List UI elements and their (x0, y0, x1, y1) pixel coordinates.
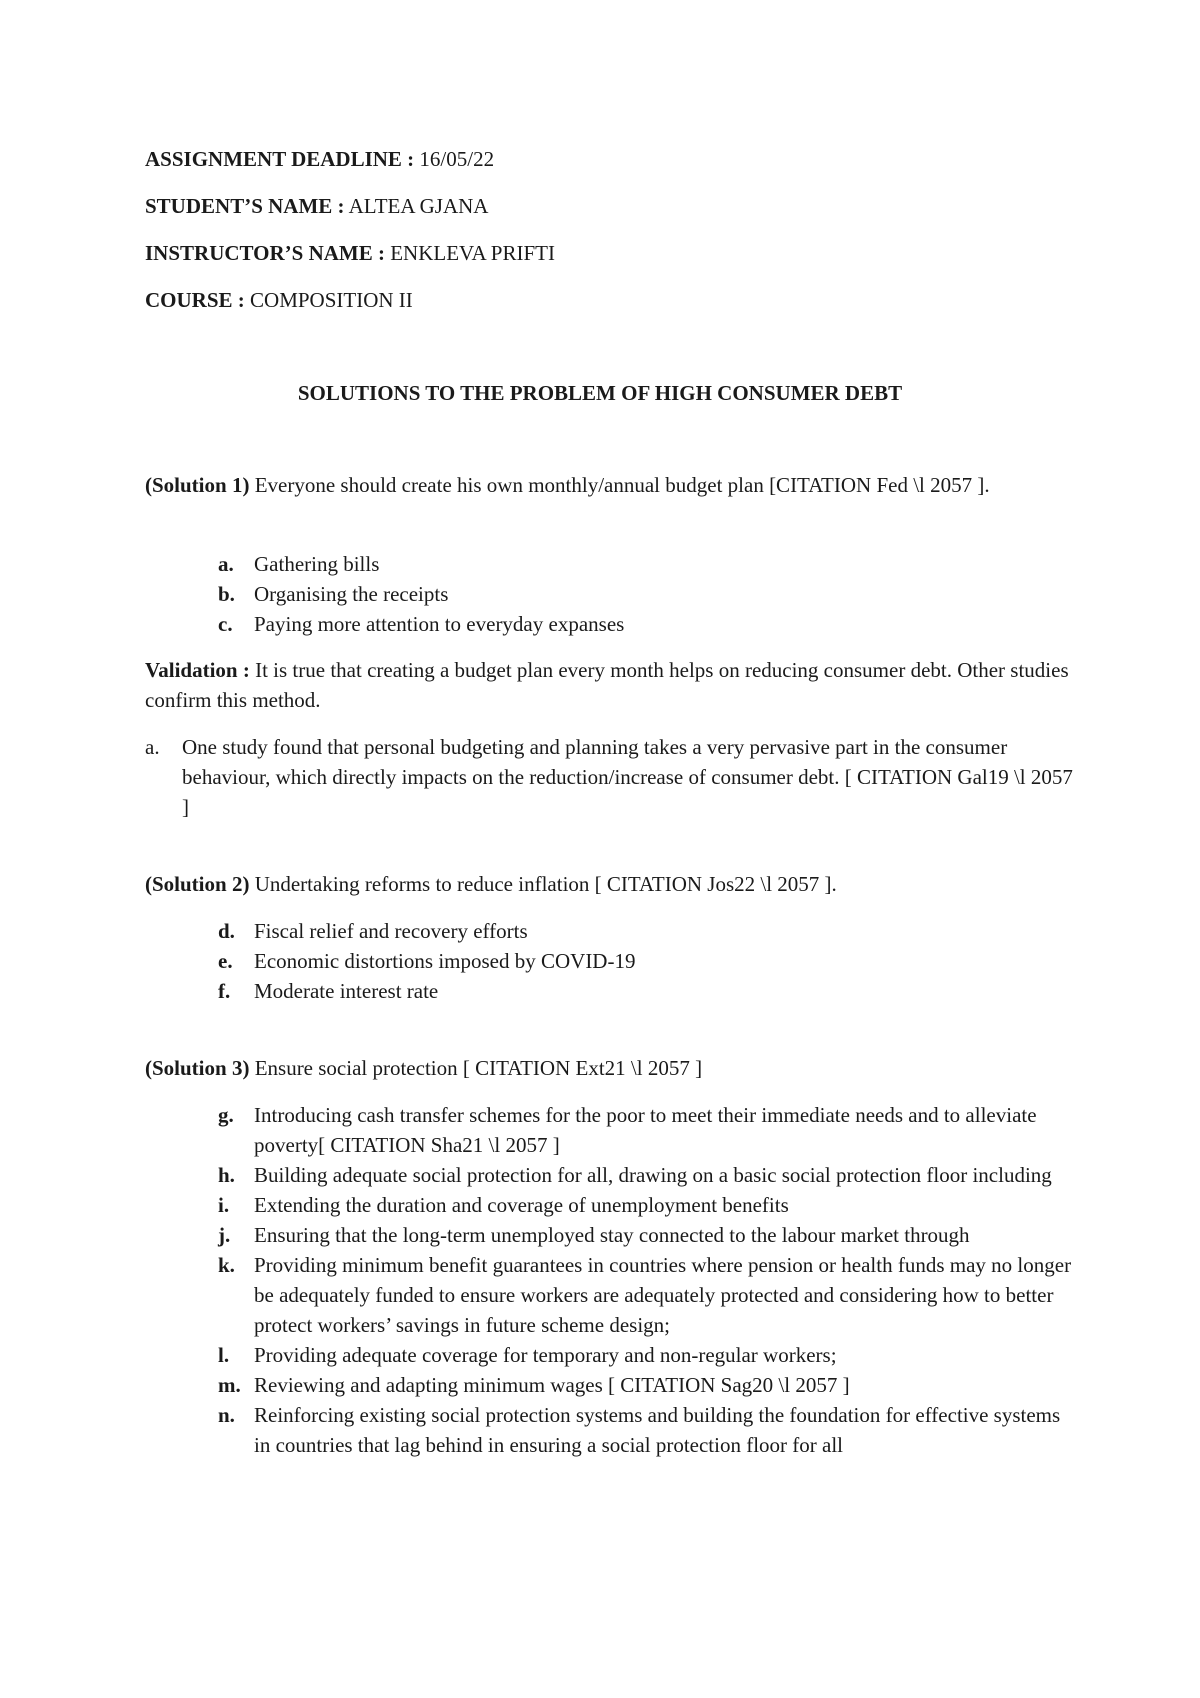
list-item-text: One study found that personal budgeting and planning takes a very pervasive part in the consumer behaviour, which directly impacts on the reduction/increase of consumer debt. [ CITATION Gal19 \l 2057 ] (182, 735, 1073, 819)
list-item-text: Gathering bills (254, 552, 380, 576)
list-item (218, 1400, 1078, 1460)
list-marker: a. (218, 552, 234, 576)
list-item-text: Economic distortions imposed by COVID-19 (254, 949, 636, 973)
list-marker: d. (218, 919, 235, 943)
solution-3-label: (Solution 3) (145, 1056, 250, 1080)
list-marker: c. (218, 612, 233, 636)
student-line (145, 191, 1075, 221)
list-item (218, 1100, 1078, 1160)
list-marker: f. (218, 979, 231, 1003)
list-marker: i. (218, 1193, 230, 1217)
list-item (218, 609, 1078, 639)
list-item-text: Moderate interest rate (254, 979, 439, 1003)
instructor-label: INSTRUCTOR’S NAME : (145, 241, 385, 265)
solution-1-text: Everyone should create his own monthly/annual budget plan [CITATION Fed \l 2057 ]. (254, 473, 990, 497)
solution-2-paragraph (145, 869, 1075, 899)
list-marker: k. (218, 1253, 235, 1277)
list-marker: g. (218, 1103, 234, 1127)
validation-label: Validation : (145, 658, 250, 682)
solution-3-paragraph (145, 1053, 1075, 1083)
solution-1-paragraph (145, 470, 1075, 500)
deadline-line (145, 144, 1075, 174)
deadline-value: 16/05/22 (419, 147, 495, 171)
validation-paragraph (145, 655, 1075, 715)
list-item-text: Reinforcing existing social protection systems and building the foundation for effective systems in countries that lag behind in ensuring a social protection floor for all (254, 1403, 1061, 1457)
list-item-text: Providing minimum benefit guarantees in countries where pension or health funds may no longer be adequately funded to ensure workers are adequately protected and considering how to better protect workers’ savings in future scheme design; (254, 1253, 1072, 1337)
list-item (218, 1220, 1078, 1250)
list-item (145, 732, 1075, 822)
list-item (218, 1250, 1078, 1340)
solution-3-list (218, 1100, 1078, 1460)
solution-2-label: (Solution 2) (145, 872, 250, 896)
list-marker: e. (218, 949, 233, 973)
list-marker: l. (218, 1343, 230, 1367)
list-item (218, 1160, 1078, 1190)
list-item-text: Ensuring that the long-term unemployed stay connected to the labour market through (254, 1223, 970, 1247)
instructor-value: ENKLEVA PRIFTI (390, 241, 555, 265)
list-item (218, 1370, 1078, 1400)
course-line (145, 285, 1075, 315)
list-marker: a. (145, 735, 160, 759)
solution-3-text: Ensure social protection [ CITATION Ext21 \l 2057 ] (254, 1056, 703, 1080)
validation-list (145, 732, 1075, 822)
list-marker: h. (218, 1163, 235, 1187)
list-item-text: Reviewing and adapting minimum wages [ CITATION Sag20 \l 2057 ] (254, 1373, 850, 1397)
list-marker: j. (218, 1223, 231, 1247)
list-item (218, 1190, 1078, 1220)
list-marker: b. (218, 582, 235, 606)
list-marker: m. (218, 1373, 241, 1397)
list-item-text: Paying more attention to everyday expanses (254, 612, 625, 636)
solution-2-list (218, 916, 1078, 1006)
course-label: COURSE : (145, 288, 245, 312)
solution-1-list (218, 549, 1078, 639)
list-item-text: Fiscal relief and recovery efforts (254, 919, 528, 943)
student-value: ALTEA GJANA (348, 194, 489, 218)
list-marker: n. (218, 1403, 235, 1427)
validation-text: It is true that creating a budget plan every month helps on reducing consumer debt. Other studies confirm this method. (145, 658, 1069, 712)
course-value: COMPOSITION II (250, 288, 413, 312)
list-item (218, 579, 1078, 609)
list-item-text: Extending the duration and coverage of unemployment benefits (254, 1193, 789, 1217)
list-item (218, 946, 1078, 976)
list-item (218, 549, 1078, 579)
list-item-text: Introducing cash transfer schemes for the poor to meet their immediate needs and to alleviate poverty[ CITATION Sha21 \l 2057 ] (254, 1103, 1037, 1157)
list-item-text: Building adequate social protection for all, drawing on a basic social protection floor including (254, 1163, 1052, 1187)
deadline-label: ASSIGNMENT DEADLINE : (145, 147, 415, 171)
list-item-text: Organising the receipts (254, 582, 449, 606)
solution-1-label: (Solution 1) (145, 473, 250, 497)
document-title: SOLUTIONS TO THE PROBLEM OF HIGH CONSUMER DEBT (297, 381, 903, 405)
list-item (218, 976, 1078, 1006)
list-item (218, 1340, 1078, 1370)
solution-2-text: Undertaking reforms to reduce inflation [ CITATION Jos22 \l 2057 ]. (254, 872, 837, 896)
list-item-text: Providing adequate coverage for temporary and non-regular workers; (254, 1343, 837, 1367)
list-item (218, 916, 1078, 946)
student-label: STUDENT’S NAME : (145, 194, 345, 218)
instructor-line (145, 238, 1075, 268)
